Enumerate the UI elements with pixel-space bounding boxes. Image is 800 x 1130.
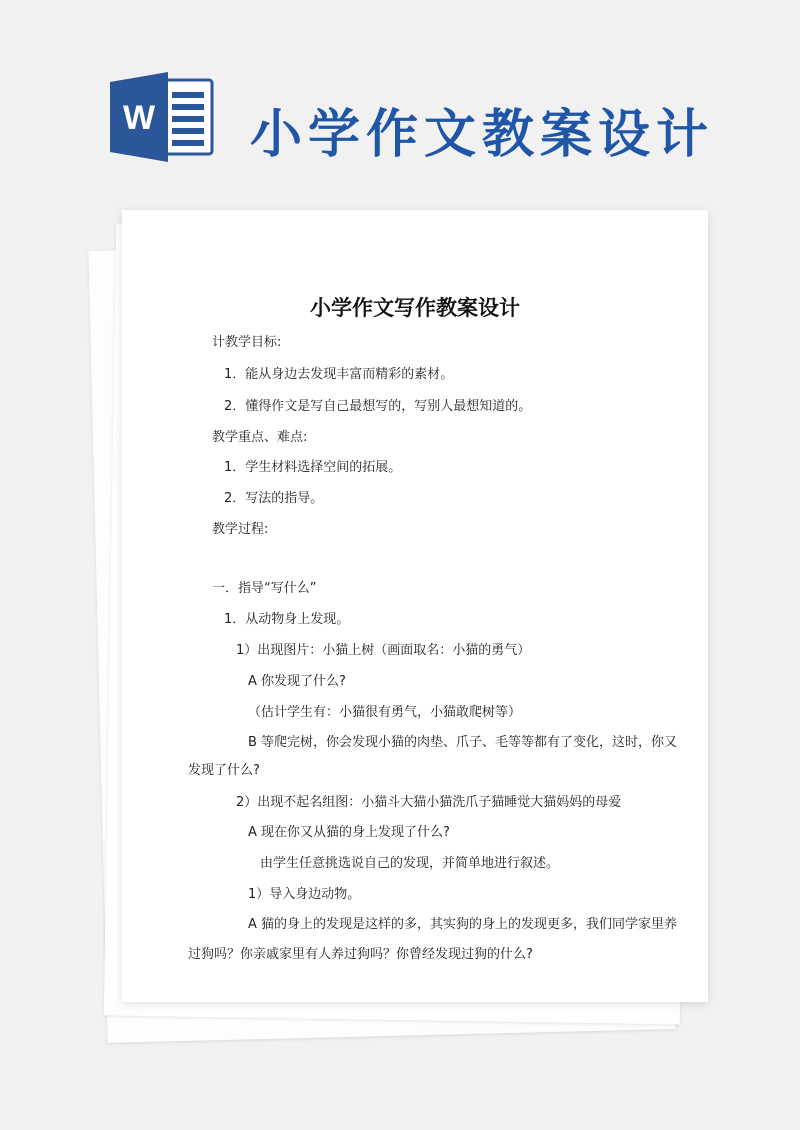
doc-line: 2．懂得作文是写自己最想写的，写别人最想知道的。	[224, 399, 532, 414]
doc-line: 由学生任意挑选说自己的发现，并简单地进行叙述。	[260, 856, 560, 871]
document-title: 小学作文写作教案设计	[310, 296, 520, 320]
doc-line: A 现在你又从猫的身上发现了什么?	[248, 825, 450, 840]
doc-line: 1．学生材料选择空间的拓展。	[224, 460, 402, 475]
banner-title: 小学作文教案设计	[250, 105, 715, 165]
word-logo-icon	[110, 72, 214, 162]
doc-line: B 等爬完树，你会发现小猫的肉垫、爪子、毛等等都有了变化，这时，你又	[248, 735, 678, 750]
doc-line: 发现了什么?	[188, 763, 260, 778]
doc-line: 1）出现图片：小猫上树（画面取名：小猫的勇气）	[236, 643, 531, 658]
doc-line: 教学过程:	[212, 522, 269, 537]
doc-line: 一．指导“写什么”	[212, 581, 317, 596]
banner-header	[0, 0, 800, 210]
doc-line: 2．写法的指导。	[224, 491, 324, 506]
doc-line: 1．从动物身上发现。	[224, 612, 350, 627]
doc-line: 1）导入身边动物。	[248, 887, 361, 902]
doc-line: 计教学目标:	[212, 335, 282, 350]
doc-line: （估计学生有：小猫很有勇气，小猫敢爬树等）	[248, 705, 522, 720]
doc-line: A 你发现了什么?	[248, 674, 346, 689]
doc-line: 2）出现不起名组图：小猫斗大猫小猫洗爪子猫睡觉大猫妈妈的母爱	[236, 795, 622, 810]
doc-line: 过狗吗？你亲戚家里有人养过狗吗？你曾经发现过狗的什么?	[188, 947, 533, 962]
doc-line: 教学重点、难点:	[212, 430, 308, 445]
document-page	[122, 210, 708, 1002]
doc-line: 1．能从身边去发现丰富而精彩的素材。	[224, 367, 454, 382]
logo-letter: W	[122, 99, 156, 137]
doc-line: A 猫的身上的发现是这样的多，其实狗的身上的发现更多，我们同学家里养	[248, 917, 678, 932]
